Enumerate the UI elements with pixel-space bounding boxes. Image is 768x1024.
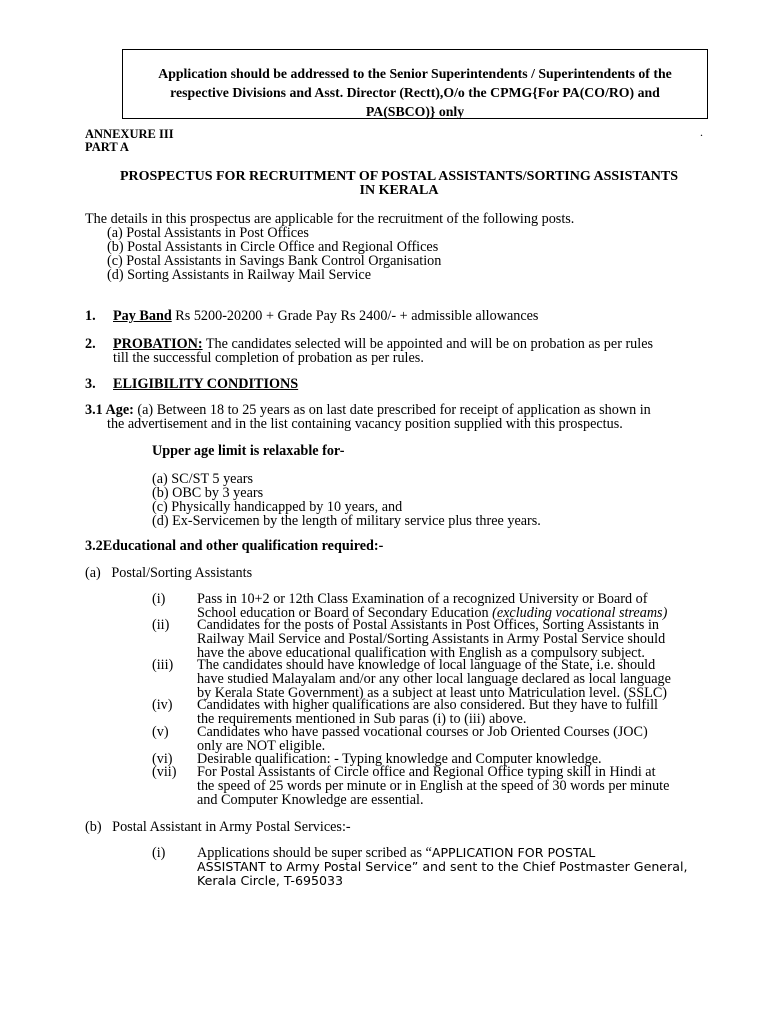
list-item: (a) SC/ST 5 years: [152, 471, 254, 487]
qualification-item-iv: [152, 698, 707, 726]
item-number: (i): [152, 591, 166, 607]
age-label: 3.1 Age:: [85, 402, 134, 418]
eligibility-heading: [85, 377, 715, 391]
army-item-i: [152, 846, 707, 888]
age-section: [85, 403, 715, 431]
probation-section: [85, 337, 715, 365]
list-item: (d) Ex-Servicemen by the length of military service plus three years.: [152, 513, 541, 529]
item-line: School education or Board of Secondary Education: [197, 605, 493, 621]
eligibility-label: ELIGIBILITY CONDITIONS: [113, 376, 299, 392]
pay-band-section: [85, 309, 715, 323]
qualification-item-v: [152, 725, 707, 753]
probation-label: PROBATION:: [113, 336, 203, 352]
item-line: Kerala Circle, T-695033: [197, 873, 344, 888]
item-line: Railway Mail Service and Postal/Sorting Assistants in Army Postal Service should: [197, 631, 666, 647]
item-italic-note: (excluding vocational streams): [492, 605, 668, 621]
item-number: (iii): [152, 657, 174, 673]
sub-heading-b: (b) Postal Assistant in Army Postal Services:-: [85, 819, 351, 835]
age-line-1: (a) Between 18 to 25 years as on last date prescribed for receipt of application as shown in: [133, 402, 651, 418]
intro-text: The details in this prospectus are applicable for the recruitment of the following posts.: [85, 211, 575, 227]
section-number: 3.: [85, 376, 96, 392]
part-label: PART A: [85, 140, 129, 154]
item-line: Desirable qualification: - Typing knowledge and Computer knowledge.: [197, 751, 602, 767]
title-line-2: IN KERALA: [359, 183, 439, 198]
pay-band-text: Rs 5200-20200 + Grade Pay Rs 2400/- + admissible allowances: [171, 308, 539, 324]
age-line-2: the advertisement and in the list containing vacancy position supplied with this prospectus.: [107, 416, 623, 432]
item-number: (v): [152, 724, 169, 740]
item-line: For Postal Assistants of Circle office and Regional Office typing skill in Hindi at: [197, 764, 656, 780]
item-number: (vii): [152, 764, 177, 780]
item-number: (i): [152, 845, 166, 861]
item-line: Candidates with higher qualifications are also considered. But they have to fulfill: [197, 697, 658, 713]
relax-list: [152, 472, 541, 528]
corner-mark: .: [700, 125, 703, 139]
item-line: by Kerala State Government) as a subject at least unto Matriculation level. (SSLC): [197, 685, 668, 701]
address-notice-box: [122, 49, 708, 119]
qualification-item-vii: [152, 765, 707, 807]
education-heading: 3.2Educational and other qualification required:-: [85, 538, 384, 554]
notice-line-3: PA(SBCO)} only: [365, 104, 465, 119]
item-line: APPLICATION FOR POSTAL: [431, 845, 596, 860]
list-item: (b) OBC by 3 years: [152, 485, 264, 501]
annexure-header: [85, 128, 174, 154]
title-line-1: PROSPECTUS FOR RECRUITMENT OF POSTAL ASSISTANTS/SORTING ASSISTANTS: [119, 169, 679, 184]
list-item: (c) Physically handicapped by 10 years, and: [152, 499, 403, 515]
item-number: (vi): [152, 751, 173, 767]
list-item: (d) Sorting Assistants in Railway Mail Service: [107, 267, 372, 283]
item-line: Candidates for the posts of Postal Assistants in Post Offices, Sorting Assistants in: [197, 617, 660, 633]
item-line: have studied Malayalam and/or any other local language declared as local language: [197, 671, 671, 687]
sub-heading-a: (a) Postal/Sorting Assistants: [85, 565, 253, 581]
annexure-label: ANNEXURE III: [85, 127, 174, 141]
relax-heading: Upper age limit is relaxable for-: [152, 443, 345, 459]
item-line: only are NOT eligible.: [197, 738, 326, 754]
posts-list: [107, 226, 441, 282]
qualification-item-ii: [152, 618, 707, 660]
qualification-item-i: [152, 592, 707, 620]
item-line: Candidates who have passed vocational courses or Job Oriented Courses (JOC): [197, 724, 648, 740]
probation-line-2: till the successful completion of probation as per rules.: [113, 350, 424, 366]
item-line: The candidates should have knowledge of local language of the State, i.e. should: [197, 657, 656, 673]
list-item: (c) Postal Assistants in Savings Bank Control Organisation: [107, 253, 442, 269]
list-item: (a) Postal Assistants in Post Offices: [107, 225, 309, 241]
item-line: Pass in 10+2 or 12th Class Examination of a recognized University or Board of: [197, 591, 648, 607]
pay-band-label: Pay Band: [113, 308, 172, 324]
notice-line-2: respective Divisions and Asst. Director (Rectt),O/o the CPMG{For PA(CO/RO) and: [170, 85, 660, 100]
list-item: (b) Postal Assistants in Circle Office and Regional Offices: [107, 239, 439, 255]
item-line: Applications should be super scribed as “: [197, 845, 432, 861]
item-number: (iv): [152, 697, 173, 713]
item-line: and Computer Knowledge are essential.: [197, 792, 424, 808]
section-number: 1.: [85, 308, 96, 324]
item-line: ASSISTANT to Army Postal Service” and sent to the Chief Postmaster General,: [197, 859, 688, 874]
section-number: 2.: [85, 336, 96, 352]
probation-line-1: The candidates selected will be appointed and will be on probation as per rules: [202, 336, 654, 352]
item-line: the requirements mentioned in Sub paras (i) to (iii) above.: [197, 711, 527, 727]
item-line: the speed of 25 words per minute or in English at the speed of 30 words per minute: [197, 778, 670, 794]
item-number: (ii): [152, 617, 170, 633]
prospectus-title: [85, 170, 713, 198]
qualification-item-iii: [152, 658, 707, 700]
notice-line-1: Application should be addressed to the Senior Superintendents / Superintendents of the: [158, 66, 672, 81]
item-line: have the above educational qualification with English as a compulsory subject.: [197, 645, 645, 661]
